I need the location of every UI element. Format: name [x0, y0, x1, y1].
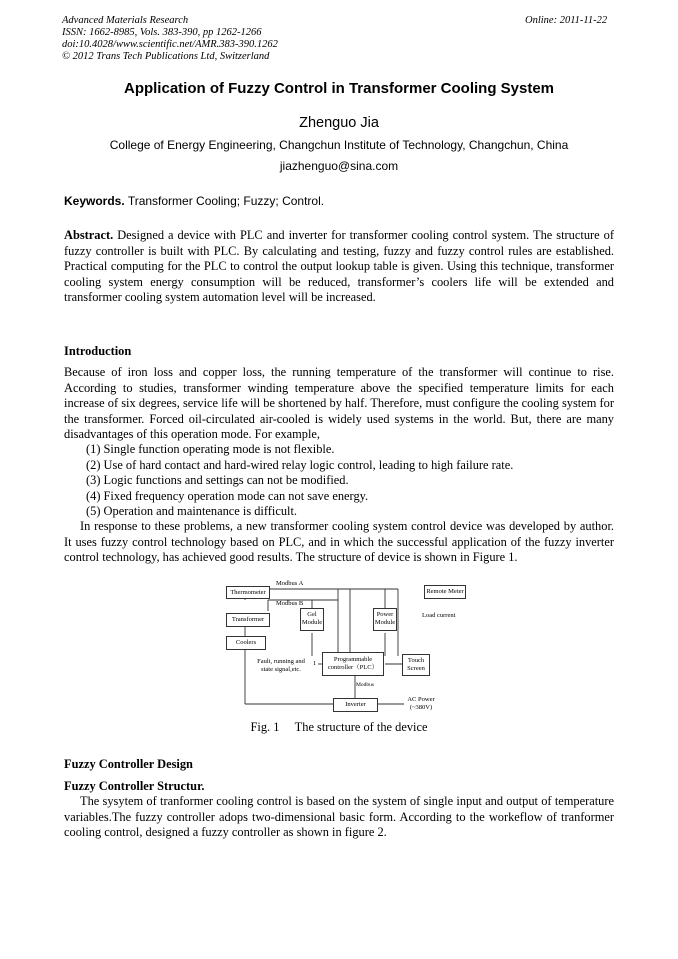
touch-screen-box: Touch Screen — [402, 654, 430, 676]
remote-meter-box: Remote Meter — [424, 585, 466, 599]
fuzzy-design-heading: Fuzzy Controller Design — [64, 757, 193, 771]
device-structure-diagram — [220, 578, 470, 716]
modbus-label: Modbus — [356, 682, 375, 688]
doi-line: doi:10.4028/www.scientific.net/AMR.383-390.1262 — [62, 39, 278, 50]
power-module-box: Power Module — [373, 608, 397, 631]
thermometer-box: Thermometer — [226, 586, 270, 599]
abstract-text: Designed a device with PLC and inverter for transformer cooling control system. The structure of fuzzy controller is built with PLC. By calculating and testing, fuzzy and fuzzy control rules are established. Practical computing for the PLC to control the output lookup table is given. Using this technique, transformer cooling system energy consumption will be reduced, transformer’s coolers life will be extended and transformer cooling system automation level will be increased. — [64, 228, 614, 304]
fuzzy-structure-paragraph: The sysytem of tranformer cooling control is based on the system of single input and output of temperature variables.The fuzzy controller adops two-dimensional basic form. According to the workeflow of tranformer cooling control, designed a fuzzy controller as shown in figure 2. — [64, 794, 614, 839]
keywords-text: Transformer Cooling; Fuzzy; Control. — [127, 194, 325, 208]
author-email: jiazhenguo@sina.com — [279, 159, 399, 173]
keywords-label: Keywords. — [64, 194, 125, 208]
modbus-a-label: Modbus A — [276, 580, 304, 587]
list-item: (1) Single function operating mode is not flexible. — [86, 442, 335, 456]
online-date: Online: 2011-11-22 — [525, 15, 608, 26]
issn-line: ISSN: 1662-8985, Vols. 383-390, pp 1262-1266 — [62, 27, 262, 38]
paper-title: Application of Fuzzy Control in Transformer Cooling System — [123, 80, 555, 97]
ac-power-label: AC Power (~380V) — [407, 696, 435, 711]
list-item: (4) Fixed frequency operation mode can not save energy. — [86, 488, 369, 503]
copyright-line: © 2012 Trans Tech Publications Ltd, Switzerland — [62, 51, 270, 62]
list-item: (3) Logic functions and settings can not be modified. — [86, 473, 349, 487]
affiliation: College of Energy Engineering, Changchun Institute of Technology, Changchun, China — [109, 138, 569, 152]
journal-header — [62, 15, 278, 63]
list-item: (2) Use of hard contact and hard-wired relay logic control, leading to high failure rate. — [86, 457, 514, 472]
fuzzy-structure-subheading: Fuzzy Controller Structur. — [64, 779, 205, 793]
gel-module-box: Gel Module — [300, 608, 324, 631]
author-name: Zhenguo Jia — [299, 115, 379, 131]
introduction-paragraph-1: Because of iron loss and copper loss, the running temperature of the transformer will continue to rise. According to studies, transformer winding temperature above the specified temperature limits for each increase of six degrees, service life will be shortened by half. Therefore, must configure the cooling system for the transformer. Forced oil-circulated air-cooled is widely used systems in the world. But, there are many disadvantages of this operation mode. For example, — [64, 365, 614, 441]
disadvantage-list — [86, 442, 513, 520]
coolers-box: Coolers — [226, 636, 266, 650]
modbus-b-label: Modbus B — [276, 600, 304, 607]
introduction-heading: Introduction — [64, 344, 132, 358]
journal-name: Advanced Materials Research — [62, 15, 189, 26]
plc-box: Programmable controller（PLC） — [322, 652, 384, 676]
fault-signal-label: Fault, running and state signal,etc. — [257, 658, 305, 673]
abstract-label: Abstract. — [64, 228, 114, 242]
inverter-box: Inverter — [333, 698, 378, 712]
transformer-box: Transformer — [226, 613, 270, 627]
signal-count-label: 1 — [313, 660, 317, 667]
keywords — [64, 194, 324, 208]
list-item: (5) Operation and maintenance is difficult. — [86, 504, 298, 518]
abstract — [64, 228, 614, 306]
figure-caption: Fig. 1 The structure of the device — [250, 720, 428, 734]
introduction-paragraph-2: In response to these problems, a new transformer cooling system control device was developed by author. It uses fuzzy control technology based on PLC, and in which the successful application of the fuzzy inverter control technology, has achieved good results. The structure of device is shown in Figure 1. — [64, 519, 614, 564]
load-current-label: Load current — [422, 612, 456, 619]
